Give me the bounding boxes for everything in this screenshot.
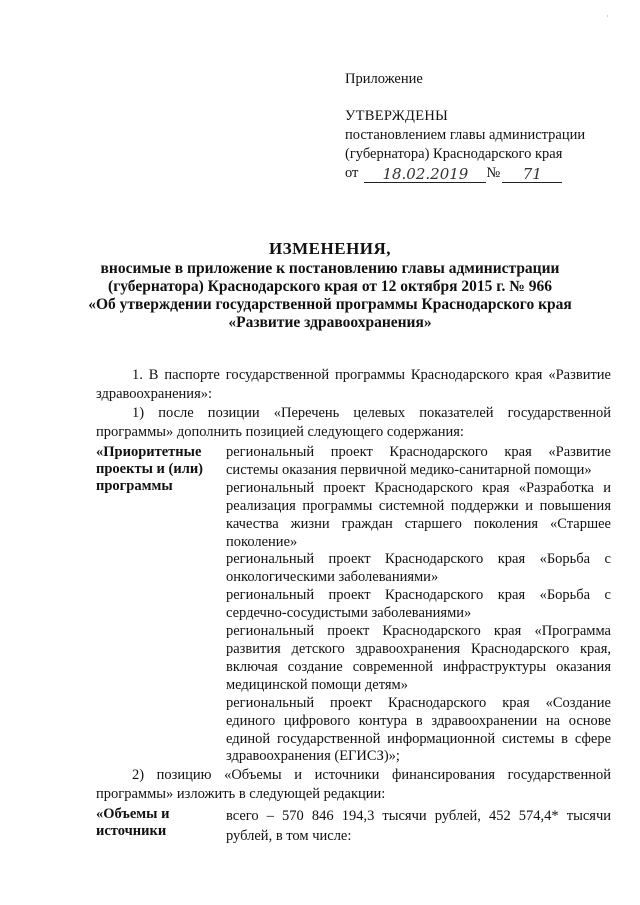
appendix-label: Приложение <box>345 71 423 87</box>
approval-line-1: постановлением главы администрации <box>345 127 586 143</box>
funding-text: всего – 570 846 194,3 тысячи рублей, 452 574,4* тысячи рублей, в том числе: <box>226 808 611 845</box>
paragraph-2: 1) после позиции «Перечень целевых показателей государственной программы» дополнить позицией следующего содержания: <box>96 405 611 440</box>
title-line-1: вносимые в приложение к постановлению главы администрации <box>100 260 560 277</box>
funding-position <box>96 806 611 846</box>
project-item: региональный проект Краснодарского края «Борьба с сердечно-сосудистыми заболеваниями» <box>226 587 611 622</box>
project-item: региональный проект Краснодарского края «Программа развития детского здравоохранения Краснодарского края, включая создание современной инфраструктуры оказания медицинской помощи детям» <box>226 623 611 693</box>
funding-label: «Объемы и источники <box>96 806 170 840</box>
project-item: региональный проект Краснодарского края «Развитие системы оказания первичной медико-санитарной помощи» <box>226 444 611 478</box>
document-body <box>96 366 611 846</box>
approval-line-2: (губернатора) Краснодарского края <box>345 146 563 162</box>
number-label: № <box>486 165 501 181</box>
project-item: региональный проект Краснодарского края «Разработка и реализация программы системной поддержки и повышения качества жизни граждан старшего поколения «Старшее поколение» <box>226 479 611 550</box>
from-label: от <box>345 165 359 181</box>
title-heading: ИЗМЕНЕНИЯ, <box>268 239 392 258</box>
paragraph-3: 2) позицию «Объемы и источники финансирования государственной программы» изложить в следующей редакции: <box>96 767 611 803</box>
approved-label: УТВЕРЖДЕНЫ <box>345 108 449 124</box>
priority-projects-label: «Приоритетные проекты и (или) программы <box>96 444 204 494</box>
title-line-4: «Развитие здравоохранения» <box>228 314 432 331</box>
document-title <box>80 240 580 332</box>
priority-projects-position <box>96 444 611 766</box>
handwritten-date: 18.02.2019 <box>364 166 486 183</box>
priority-projects-list <box>226 444 611 766</box>
title-line-3: «Об утверждении государственной программы Краснодарского края <box>88 296 572 313</box>
paragraph-1: 1. В паспорте государственной программы Краснодарского края «Развитие здравоохранения»: <box>96 367 611 402</box>
approval-block <box>345 70 615 183</box>
handwritten-number: 71 <box>502 166 562 183</box>
project-item: региональный проект Краснодарского края «Создание единого цифрового контура в здравоохранении на основе единой государственной информационной системы в сфере здравоохранения (ЕГИСЗ)»; <box>226 694 611 765</box>
corner-mark: · <box>606 12 609 21</box>
funding-content <box>226 806 611 846</box>
project-item: региональный проект Краснодарского края «Борьба с онкологическими заболеваниями» <box>226 551 611 586</box>
title-line-2: (губернатора) Краснодарского края от 12 октября 2015 г. № 966 <box>108 278 552 295</box>
date-number-line <box>345 164 615 183</box>
